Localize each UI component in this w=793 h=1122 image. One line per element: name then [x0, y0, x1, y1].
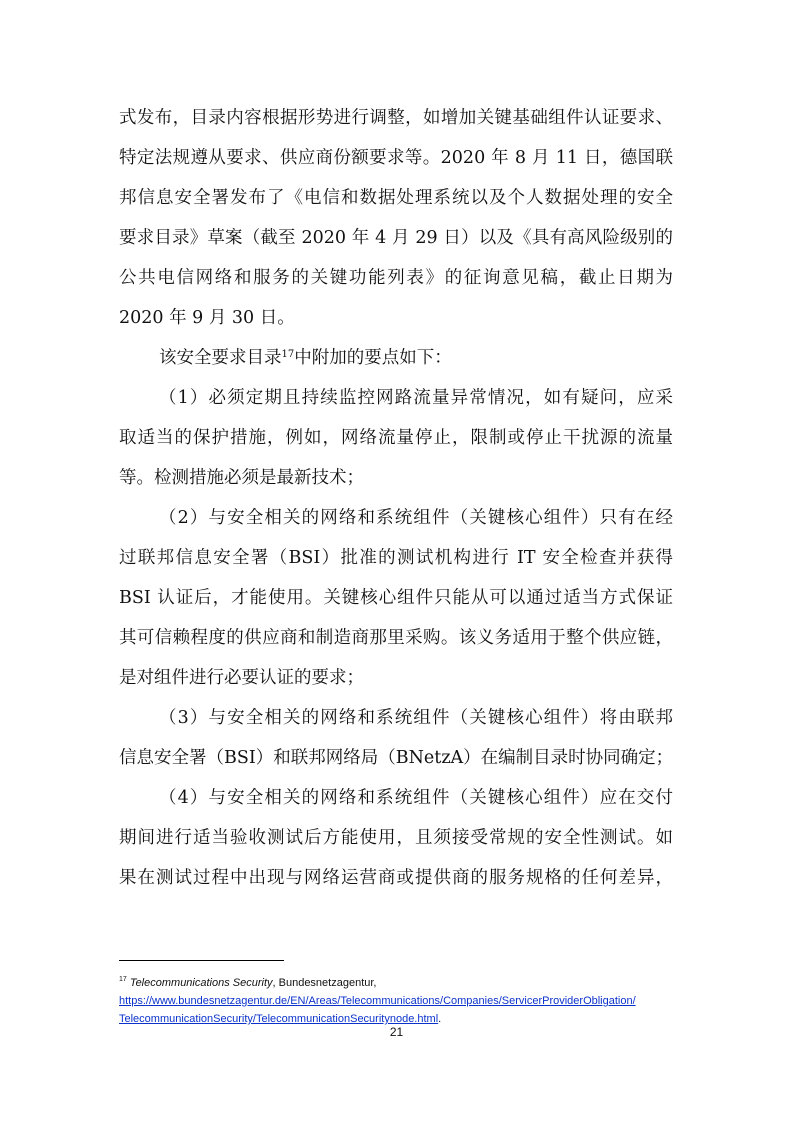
paragraph-1-line-2: 特定法规遵从要求、供应商份额要求等。2020 年 8 月 11 日，德国联	[119, 148, 673, 168]
paragraph-1-line-3: 邦信息安全署发布了《电信和数据处理系统以及个人数据处理的安全	[119, 188, 673, 208]
point-2-line-5: 是对组件进行必要认证的要求；	[119, 668, 364, 688]
point-2-line-1: （2）与安全相关的网络和系统组件（关键核心组件）只有在经	[159, 508, 673, 528]
footnote-link-line-2[interactable]: TelecommunicationSecurity/TelecommunicationSecuritynode.html	[119, 1013, 439, 1025]
footnote-link-line-1[interactable]: https://www.bundesnetzagentur.de/EN/Areas/Telecommunications/Companies/ServicerProviderObligation/	[119, 995, 636, 1007]
point-4-line-3: 果在测试过程中出现与网络运营商或提供商的服务规格的任何差异，	[119, 868, 673, 888]
point-4-line-1: （4）与安全相关的网络和系统组件（关键核心组件）应在交付	[159, 788, 673, 808]
point-1-line-3: 等。检测措施必须是最新技术；	[119, 468, 364, 488]
footnote-source-title: Telecommunications Security	[129, 977, 273, 989]
footnote-divider	[119, 960, 284, 961]
footnote-number: 17	[119, 976, 127, 983]
point-2-line-3: BSI 认证后，才能使用。关键核心组件只能从可以通过适当方式保证	[119, 588, 673, 608]
footnote-source-org: , Bundesnetzagentur,	[272, 977, 377, 989]
body-text	[119, 98, 673, 898]
intro-rest: 中附加的要点如下：	[294, 348, 452, 368]
paragraph-1-line-4: 要求目录》草案（截至 2020 年 4 月 29 日）以及《具有高风险级别的	[119, 228, 673, 248]
point-3-line-2: 信息安全署（BSI）和联邦网络局（BNetzA）在编制目录时协同确定；	[119, 748, 673, 768]
intro-text: 该安全要求目录	[159, 348, 282, 368]
paragraph-1-line-1: 式发布，目录内容根据形势进行调整，如增加关键基础组件认证要求、	[119, 108, 673, 128]
point-1-line-1: （1）必须定期且持续监控网路流量异常情况，如有疑问，应采	[159, 388, 673, 408]
intro-line	[119, 338, 673, 378]
paragraph-1-line-6: 2020 年 9 月 30 日。	[119, 308, 295, 328]
point-2-line-2: 过联邦信息安全署（BSI）批准的测试机构进行 IT 安全检查并获得	[119, 548, 673, 568]
point-4-line-2: 期间进行适当验收测试后方能使用，且须接受常规的安全性测试。如	[119, 828, 673, 848]
paragraph-1-line-5: 公共电信网络和服务的关键功能列表》的征询意见稿，截止日期为	[119, 268, 673, 288]
page-number: 21	[389, 1025, 404, 1039]
point-3-line-1: （3）与安全相关的网络和系统组件（关键核心组件）将由联邦	[159, 708, 673, 728]
footnote-link-suffix: .	[438, 1013, 442, 1025]
footnote-citation	[119, 974, 679, 992]
point-2-line-4: 其可信赖程度的供应商和制造商那里采购。该义务适用于整个供应链，	[119, 628, 673, 648]
footnote-reference[interactable]: 17	[281, 349, 295, 360]
footnote	[119, 974, 679, 1028]
point-1-line-2: 取适当的保护措施，例如，网络流量停止，限制或停止干扰源的流量	[119, 428, 673, 448]
